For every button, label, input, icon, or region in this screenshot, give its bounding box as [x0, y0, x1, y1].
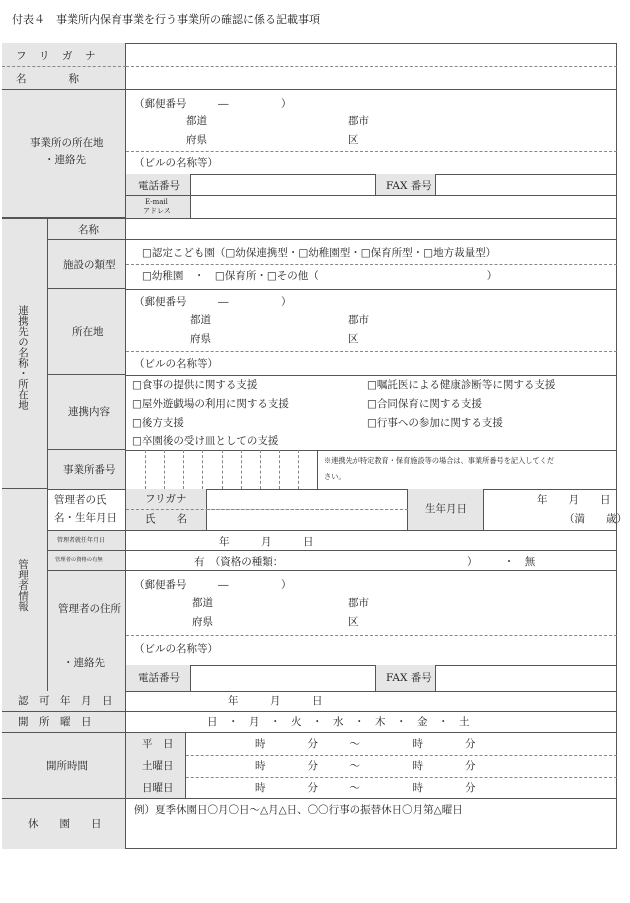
closed-example: 例）夏季休園日〇月〇日～△月△日、〇〇行事の振替休日〇月第△曜日 — [134, 804, 463, 816]
approval-input[interactable] — [126, 691, 617, 712]
office-tel-label: 電話番号 — [138, 180, 180, 192]
partner-type-line2[interactable]: □幼稚園 ・ □保育所・□その他（ ） — [142, 270, 498, 282]
office-ku: 区 — [348, 134, 359, 146]
partner-number-note: ※連携先が特定教育・保育施設等の場合は、事業所番号を記入してくだ — [324, 456, 555, 465]
office-label-contact: ・連絡先 — [44, 154, 86, 166]
approval-value: 年 月 日 — [228, 695, 323, 707]
weekdays-label: 開 所 曜 日 — [18, 716, 92, 728]
partner-type-label: 施設の類型 — [63, 259, 116, 271]
manager-age-value: （満 歳） — [564, 513, 627, 525]
content-item[interactable]: □屋外遊戯場の利用に関する支援 — [132, 398, 289, 410]
hours-time: 時 分 ～ 時 分 — [255, 738, 476, 750]
hours-label: 開所時間 — [46, 760, 88, 772]
name-label: 名 称 — [16, 73, 79, 85]
manager-qual-label: 管理者の資格の有無 — [55, 557, 103, 563]
hours-time: 時 分 ～ 時 分 — [255, 760, 476, 772]
office-fuken: 府県 — [186, 134, 207, 146]
content-item[interactable]: □食事の提供に関する支援 — [132, 379, 258, 391]
manager-birth-label: 生年月日 — [425, 503, 467, 515]
partner-gunshi: 郡市 — [348, 314, 369, 326]
hours-day-label: 日曜日 — [142, 782, 174, 794]
manager-address-label: 管理者の住所 — [58, 603, 121, 615]
partner-building: （ビルの名称等） — [134, 358, 218, 370]
manager-tel-label: 電話番号 — [138, 672, 180, 684]
office-todo: 都道 — [186, 115, 207, 127]
hours-input[interactable] — [126, 733, 617, 799]
hours-time: 時 分 ～ 時 分 — [255, 782, 476, 794]
application-form — [2, 43, 627, 849]
manager-qual-value: 有 （資格の種類： ） ・ 無 — [194, 556, 536, 568]
manager-section-label: 管理者情報 — [17, 559, 30, 612]
office-building: （ビルの名称等） — [134, 157, 218, 169]
manager-furigana-label: フリガナ — [145, 493, 187, 505]
partner-location-label: 所在地 — [72, 326, 104, 338]
partner-fuken: 府県 — [190, 333, 211, 345]
manager-address-label-cell — [48, 571, 126, 691]
partner-postal: （郵便番号 ― ） — [134, 296, 292, 308]
office-email-label-2: アドレス — [143, 207, 171, 215]
manager-contact-label: ・連絡先 — [63, 657, 105, 669]
partner-content-label: 連携内容 — [68, 406, 110, 418]
manager-shimei-label: 氏 名 — [145, 513, 187, 525]
office-fax-label: FAX 番号 — [386, 180, 432, 192]
manager-tel-input[interactable] — [191, 665, 376, 691]
page-title: 付表４ 事業所内保育事業を行う事業所の確認に係る記載事項 — [12, 13, 320, 26]
office-email-input[interactable] — [191, 196, 617, 218]
partner-ku: 区 — [348, 333, 359, 345]
hours-day-label: 土曜日 — [142, 760, 174, 772]
manager-start-value: 年 月 日 — [219, 536, 314, 548]
office-label: 事業所の所在地 — [30, 137, 104, 149]
approval-label: 認 可 年 月 日 — [18, 695, 113, 707]
content-item[interactable]: □行事への参加に関する支援 — [367, 417, 503, 429]
manager-todo: 都道 — [192, 597, 213, 609]
partner-type-line1[interactable]: □認定こども園（□幼保連携型・□幼稚園型・□保育所型・□地方裁量型） — [142, 247, 497, 259]
manager-fax-label: FAX 番号 — [386, 672, 432, 684]
manager-birth-value: 年 月 日 — [537, 494, 611, 506]
weekdays-value: 日 ・ 月 ・ 火 ・ 水 ・ 木 ・ 金 ・ 土 — [207, 716, 470, 728]
manager-name-input[interactable] — [207, 489, 408, 531]
partner-number-label: 事業所番号 — [63, 464, 116, 476]
manager-ku: 区 — [348, 616, 359, 628]
furigana-label: フ リ ガ ナ — [16, 50, 97, 62]
manager-fuken: 府県 — [192, 616, 213, 628]
office-email-label: E-mail — [145, 198, 168, 206]
content-item[interactable]: □嘱託医による健康診断等に関する支援 — [367, 379, 556, 391]
partner-number-note-2: さい。 — [324, 472, 346, 481]
closed-label: 休 園 日 — [28, 818, 102, 830]
manager-name-label: 管理者の氏 — [54, 494, 107, 506]
partner-name-label: 名称 — [78, 224, 99, 236]
office-postal: （郵便番号 ― ） — [134, 98, 292, 110]
manager-name-label-2: 名・生年月日 — [54, 512, 117, 524]
hours-day-label: 平 日 — [142, 738, 174, 750]
partner-todo: 都道 — [190, 314, 211, 326]
office-gunshi: 郡市 — [348, 115, 369, 127]
manager-start-input[interactable] — [126, 531, 617, 551]
manager-postal: （郵便番号 ― ） — [134, 579, 292, 591]
manager-start-label: 管理者就任年月日 — [57, 537, 106, 544]
content-item[interactable]: □後方支援 — [132, 417, 184, 429]
content-item[interactable]: □合同保育に関する支援 — [367, 398, 482, 410]
partner-section-label: 連携先の名称・所在地 — [17, 305, 30, 410]
manager-fax-input[interactable] — [436, 665, 617, 691]
office-fax-input[interactable] — [436, 174, 617, 196]
manager-gunshi: 郡市 — [348, 597, 369, 609]
content-item[interactable]: □卒園後の受け皿としての支援 — [132, 435, 279, 447]
partner-name-input[interactable] — [126, 218, 617, 240]
office-tel-input[interactable] — [191, 174, 376, 196]
manager-building: （ビルの名称等） — [134, 643, 218, 655]
